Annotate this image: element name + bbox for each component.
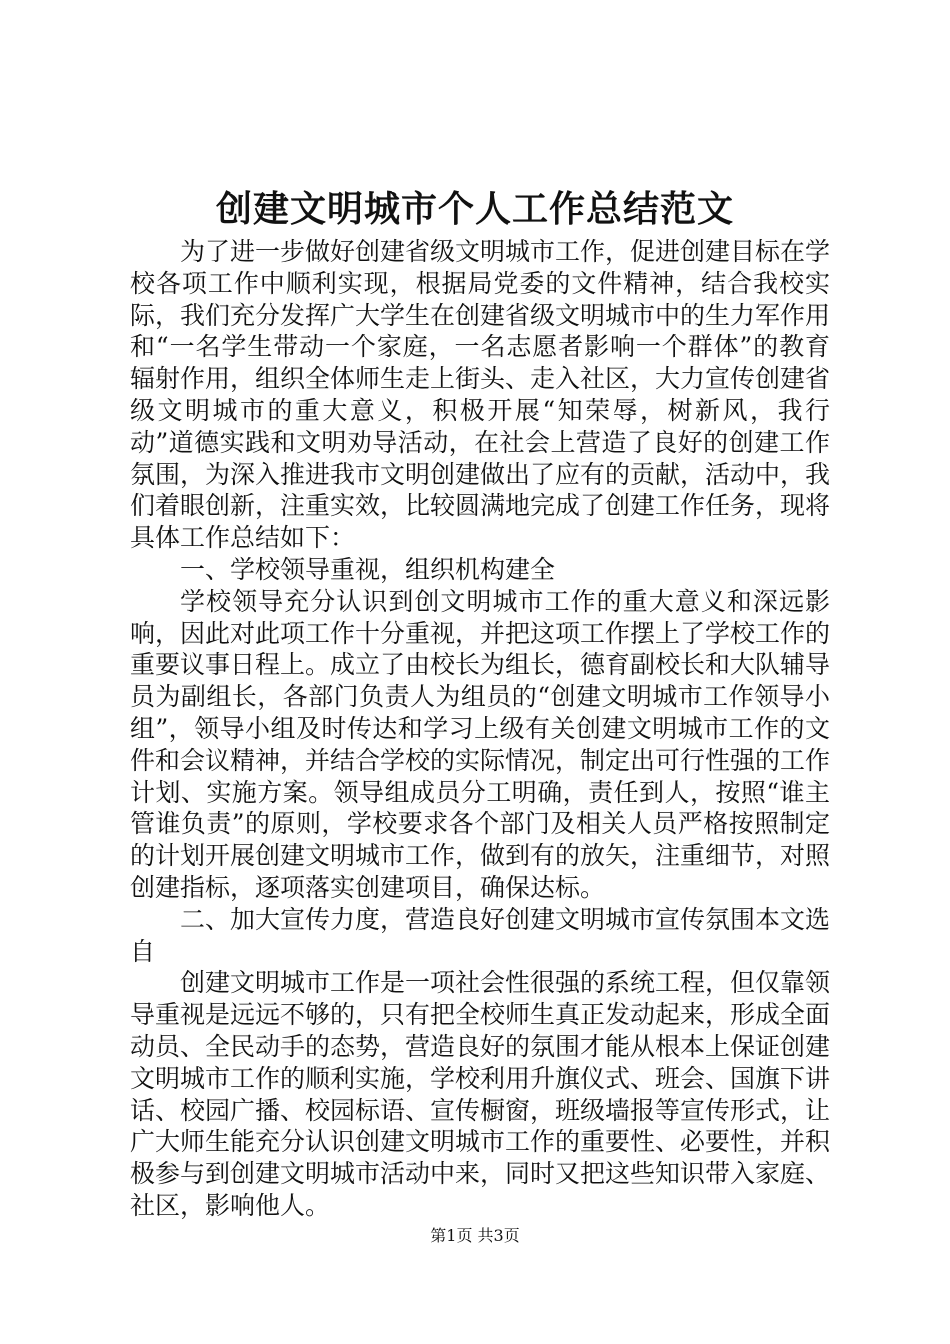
page-number-footer: 第1页 共3页: [430, 1226, 520, 1245]
paragraph-section-1: 学校领导充分认识到创文明城市工作的重大意义和深远影响，因此对此项工作十分重视，并把这项工作摆上了学校工作的重要议事日程上。成立了由校长为组长，德育副校长和大队辅导员为副组长，各部门负责人为组员的“创建文明城市工作领导小组”，领导小组及时传达和学习上级有关创建文明城市工作的文件和会议精神，并结合学校的实际情况，制定出可行性强的工作计划、实施方案。领导组成员分工明确，责任到人，按照“谁主管谁负责”的原则，学校要求各个部门及相关人员严格按照制定的计划开展创建文明城市工作，做到有的放矢，注重细节，对照创建指标，逐项落实创建项目，确保达标。: [130, 586, 831, 902]
section-heading-2: 二、加大宣传力度，营造良好创建文明城市宣传氛围本文选自: [130, 904, 831, 966]
paragraph-section-2: 创建文明城市工作是一项社会性很强的系统工程，但仅靠领导重视是远远不够的，只有把全校师生真正发动起来，形成全面动员、全民动手的态势，营造良好的氛围才能从根本上保证创建文明城市工作的顺利实施，学校利用升旗仪式、班会、国旗下讲话、校园广播、校园标语、宣传橱窗，班级墙报等宣传形式，让广大师生能充分认识创建文明城市工作的重要性、必要性，并积极参与到创建文明城市活动中来，同时又把这些知识带入家庭、社区，影响他人。: [130, 968, 831, 1220]
section-heading-1: 一、学校领导重视，组织机构建全: [180, 554, 556, 584]
document-body: [130, 236, 830, 1222]
paragraph-intro: 为了进一步做好创建省级文明城市工作，促进创建目标在学校各项工作中顺利实现，根据局党委的文件精神，结合我校实际，我们充分发挥广大学生在创建省级文明城市中的生力军作用和“一名学生带动一个家庭，一名志愿者影响一个群体”的教育辐射作用，组织全体师生走上街头、走入社区，大力宣传创建省级文明城市的重大意义，积极开展“知荣辱，树新风，我行动”道德实践和文明劝导活动，在社会上营造了良好的创建工作氛围，为深入推进我市文明创建做出了应有的贡献，活动中，我们着眼创新，注重实效，比较圆满地完成了创建工作任务，现将具体工作总结如下：: [130, 237, 831, 553]
document-title: 创建文明城市个人工作总结范文: [215, 188, 734, 230]
